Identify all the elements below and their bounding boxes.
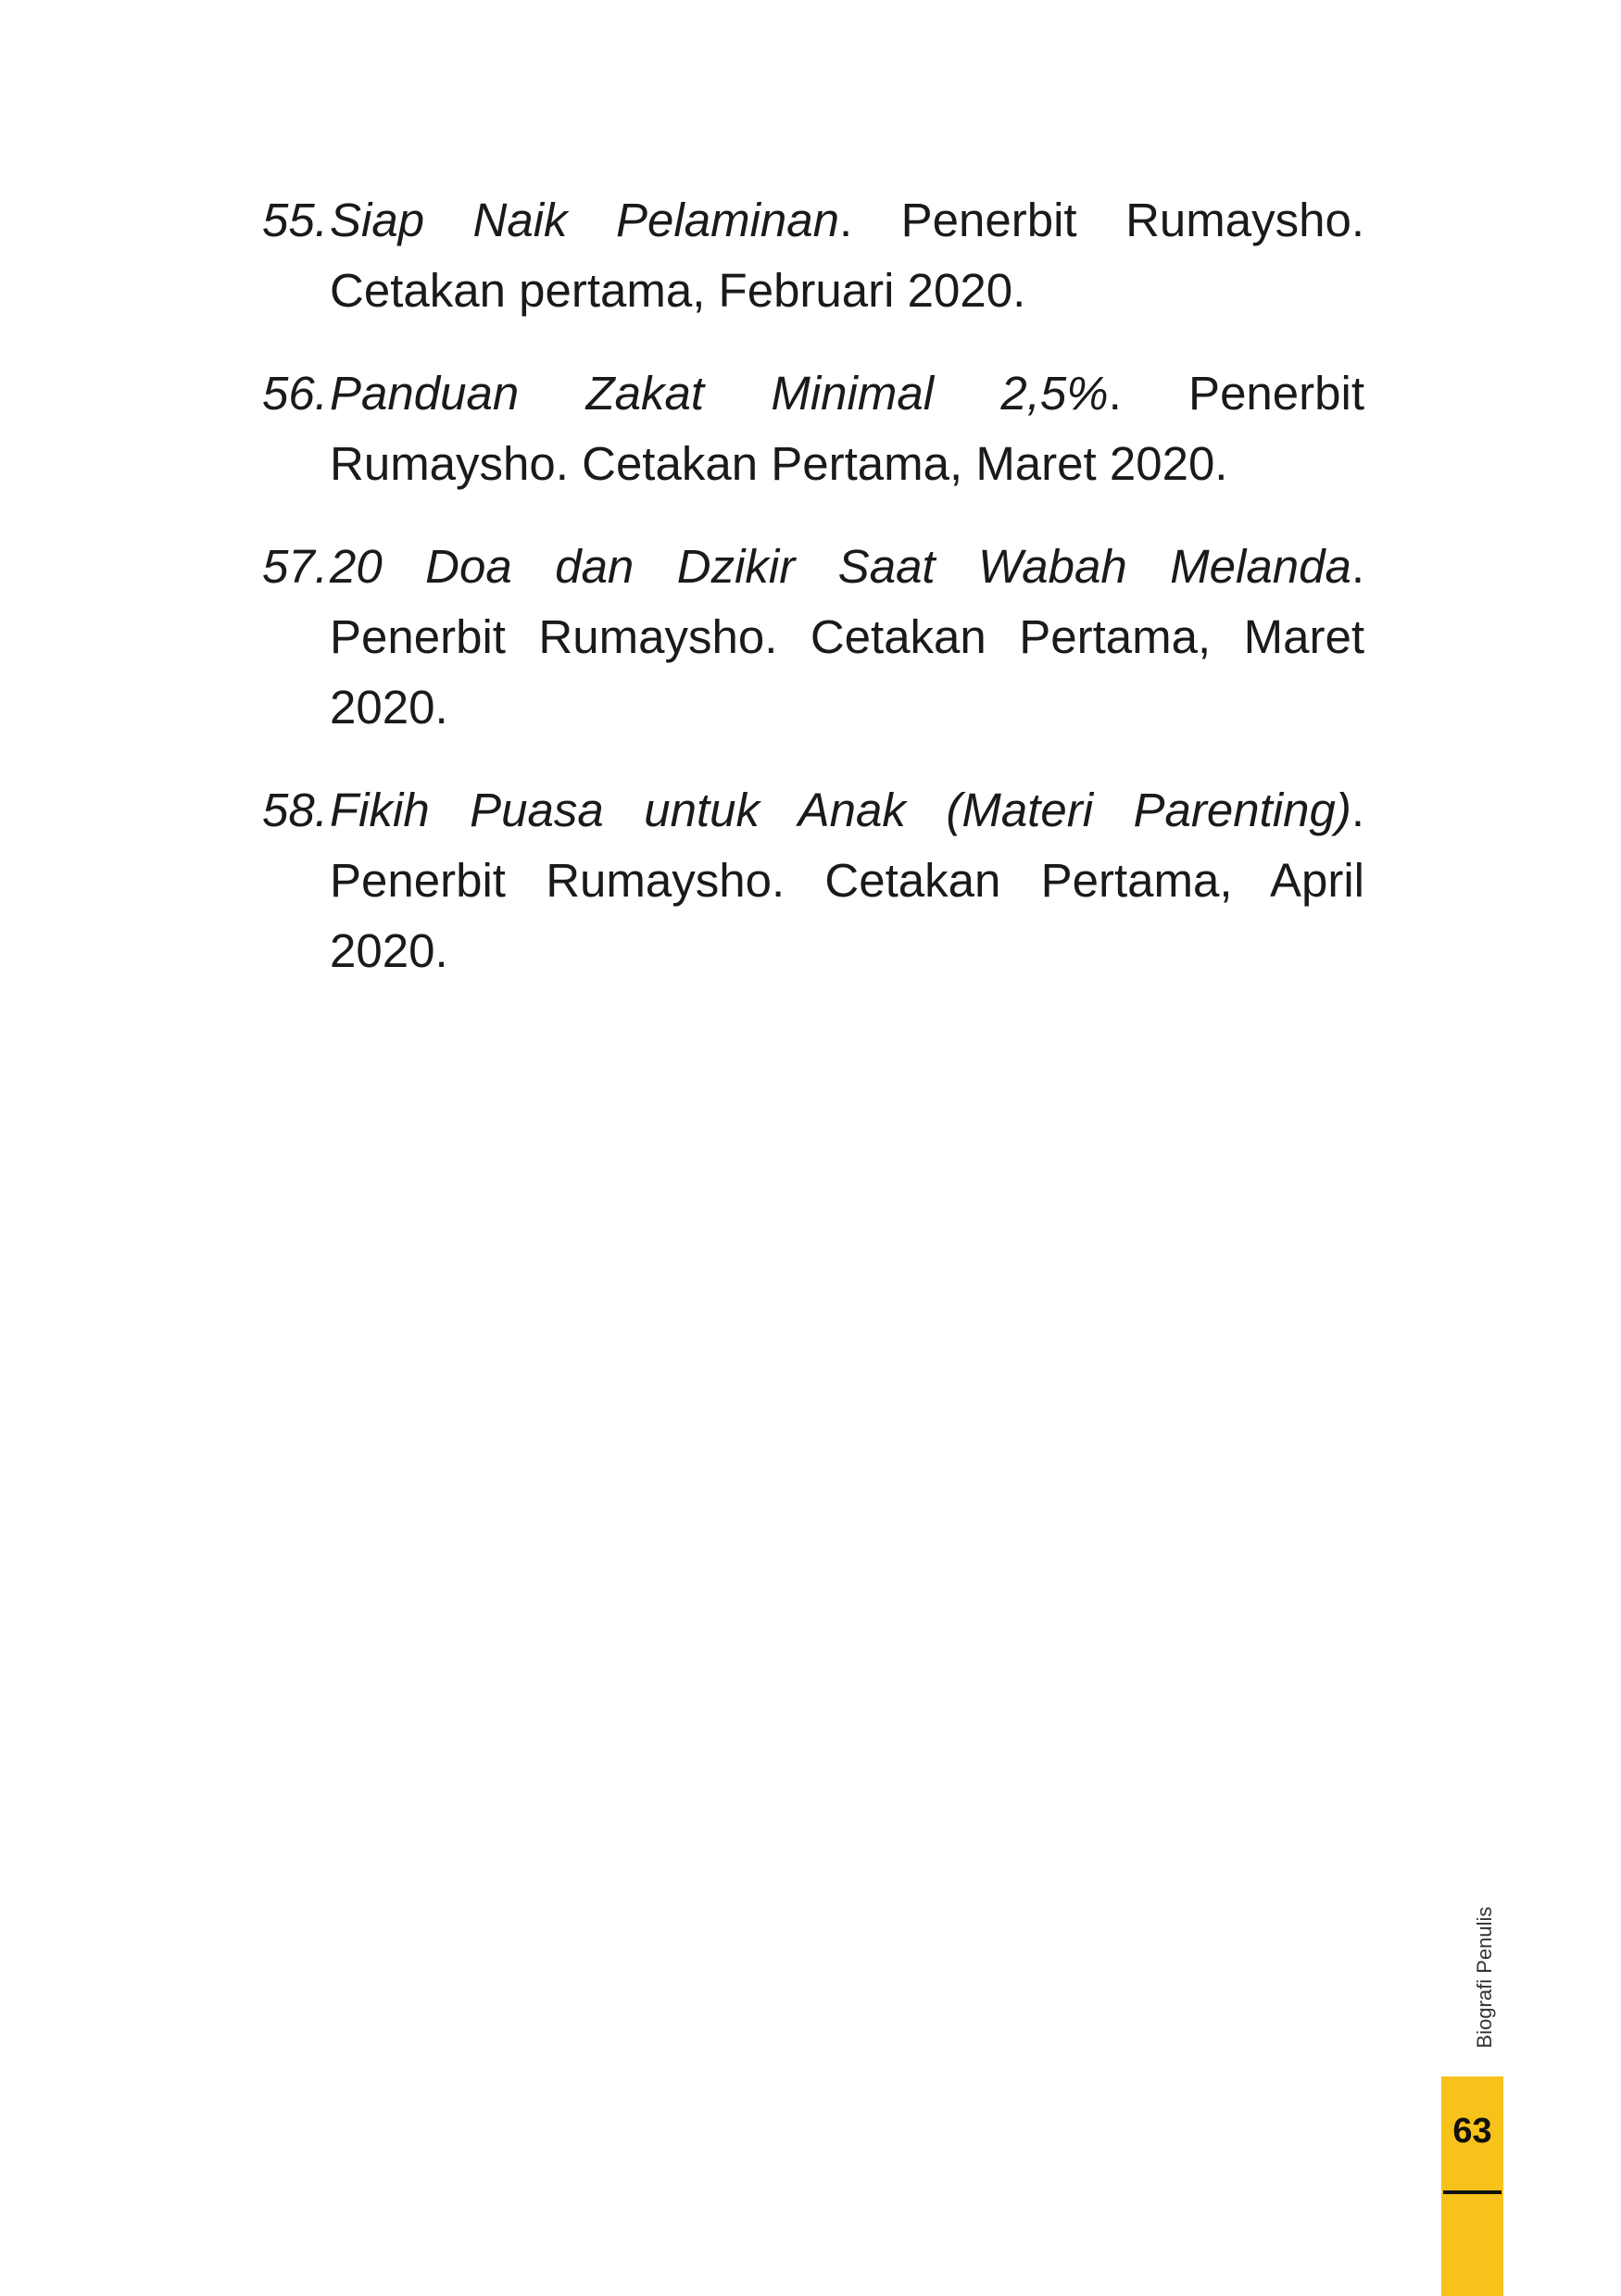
bibliography-item-56 [262,358,1364,499]
page-number-tab [1441,2076,1503,2296]
section-side-label [1471,1899,1499,2056]
page-tab-divider [1443,2190,1502,2194]
book-title: Siap Naik Pelaminan [330,194,840,246]
publication-details: . Penerbit Rumaysho. Cetakan pertama, Februari 2020. [330,194,1365,317]
bibliography-item-57 [262,532,1364,743]
book-title: Fikih Puasa untuk Anak (Materi Parenting) [330,784,1351,836]
publication-details: . Penerbit Rumaysho. Cetakan Pertama, Maret 2020. [330,540,1364,734]
book-title: Panduan Zakat Minimal 2,5% [330,367,1109,420]
item-number: 55. [262,194,328,246]
book-title: 20 Doa dan Dzikir Saat Wabah Melanda [330,540,1351,593]
bibliography-item-58 [262,775,1364,986]
publication-details: . Penerbit Rumaysho. Cetakan Pertama, April 2020. [330,784,1364,977]
item-number: 58. [262,784,328,836]
bibliography-list [262,185,1364,1019]
bibliography-item-55 [262,185,1364,326]
page-number: 63 [1452,2112,1492,2151]
item-number: 57. [262,540,328,593]
item-number: 56. [262,367,328,420]
publication-details: . Penerbit Rumaysho. Cetakan Pertama, Maret 2020. [330,367,1365,490]
section-name: Biografi Penulis [1473,1906,1496,2049]
